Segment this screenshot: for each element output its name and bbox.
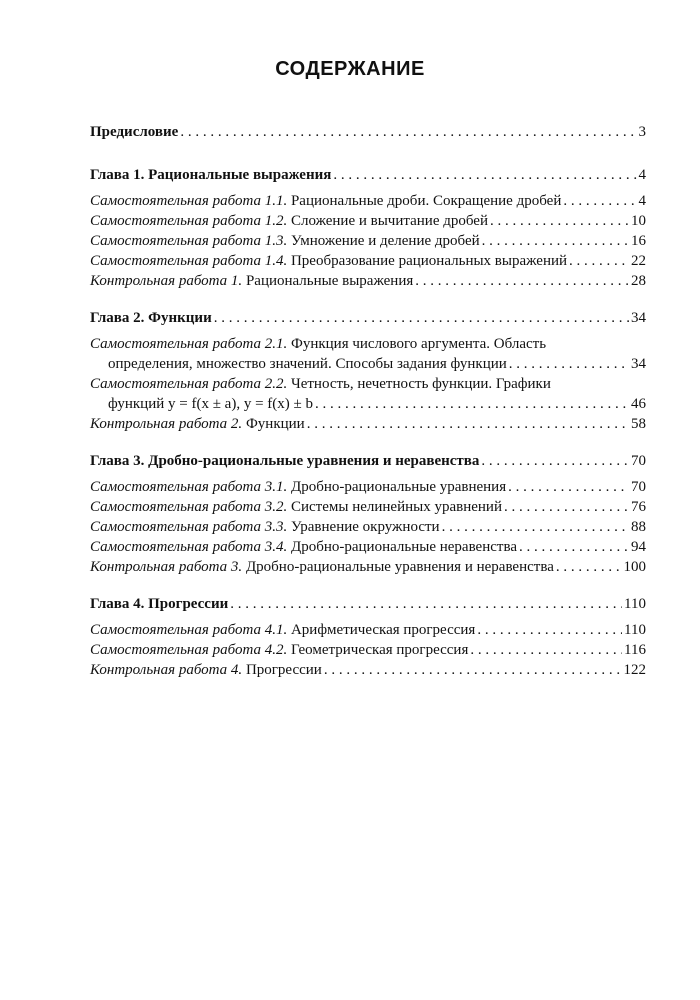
toc-chapter-1 [90, 165, 646, 291]
toc-page-number: 94 [631, 539, 646, 555]
work-title: Прогрессии [245, 662, 322, 678]
toc-line[interactable] [90, 660, 646, 680]
work-number: Самостоятельная работа 3.2. [90, 499, 288, 515]
work-number: Самостоятельная работа 1.1. [90, 193, 288, 209]
toc-line[interactable] [90, 497, 646, 517]
toc-line[interactable] [90, 271, 646, 291]
work-number: Самостоятельная работа 3.1. [90, 479, 288, 495]
work-title: Уравнение окружности [290, 519, 440, 535]
toc-line[interactable] [90, 414, 646, 434]
work-title: Дробно-рациональные неравенства [290, 539, 518, 555]
toc-chapter-4 [90, 594, 646, 680]
work-number: Самостоятельная работа 1.3. [90, 233, 288, 249]
toc-page-number: 110 [624, 622, 646, 638]
work-number: Самостоятельная работа 1.4. [90, 253, 288, 269]
work-title: Системы нелинейных уравнений [290, 499, 502, 515]
toc-page-number: 88 [631, 519, 646, 535]
leader-dots [508, 477, 629, 497]
toc-line[interactable] [90, 334, 646, 354]
work-title: Умножение и деление дробей [290, 233, 480, 249]
leader-dots [470, 640, 622, 660]
toc-page-number: 28 [631, 273, 646, 289]
work-number: Контрольная работа 2. [90, 416, 243, 432]
work-title-continued: функций y = f(x ± a), y = f(x) ± b [108, 396, 314, 412]
toc-page-number: 16 [631, 233, 646, 249]
toc-line-continuation[interactable] [90, 394, 646, 414]
toc-page-number: 70 [631, 453, 646, 469]
toc-line[interactable] [90, 517, 646, 537]
leader-dots [481, 451, 629, 471]
page-title: СОДЕРЖАНИЕ [275, 58, 425, 80]
work-title: Функция числового аргумента. Область [290, 336, 547, 352]
toc-chapter-2 [90, 308, 646, 434]
toc-line[interactable] [90, 537, 646, 557]
toc-line[interactable] [90, 191, 646, 211]
toc-page-number: 100 [623, 559, 646, 575]
work-title: Функции [245, 416, 305, 432]
leader-dots [490, 211, 629, 231]
leader-dots [230, 594, 622, 614]
work-title: Рациональные выражения [245, 273, 414, 289]
toc-page-number: 76 [631, 499, 646, 515]
toc-page-number: 110 [624, 596, 646, 612]
leader-dots [442, 517, 629, 537]
work-number: Самостоятельная работа 4.1. [90, 622, 288, 638]
toc-page-number: 34 [631, 356, 646, 372]
chapter-title: Глава 3. Дробно-рациональные уравнения и неравенства [90, 453, 480, 469]
leader-dots [307, 414, 629, 434]
leader-dots [556, 557, 622, 577]
leader-dots [569, 251, 629, 271]
toc-page-number: 22 [631, 253, 646, 269]
toc-line[interactable] [90, 557, 646, 577]
leader-dots [504, 497, 629, 517]
toc-preface-label: Предисловие [90, 124, 179, 140]
leader-dots [333, 165, 636, 185]
toc-page-number: 3 [638, 124, 646, 140]
toc-line[interactable] [90, 231, 646, 251]
toc-line[interactable] [90, 211, 646, 231]
chapter-title: Глава 2. Функции [90, 310, 212, 326]
leader-dots [315, 394, 629, 414]
work-title: Дробно-рациональные уравнения и неравенства [245, 559, 554, 575]
leader-dots [324, 660, 622, 680]
work-number: Контрольная работа 1. [90, 273, 243, 289]
work-title: Преобразование рациональных выражений [290, 253, 568, 269]
work-title: Дробно-рациональные уравнения [290, 479, 507, 495]
toc-page-number: 70 [631, 479, 646, 495]
work-number: Самостоятельная работа 3.3. [90, 519, 288, 535]
toc-line[interactable] [90, 165, 646, 185]
toc-line[interactable] [90, 251, 646, 271]
toc-page-number: 34 [631, 310, 646, 326]
toc-line[interactable] [90, 594, 646, 614]
work-number: Контрольная работа 3. [90, 559, 243, 575]
work-title-continued: определения, множество значений. Способы задания функции [108, 356, 507, 372]
toc-preface [90, 122, 646, 142]
toc-line[interactable] [90, 374, 646, 394]
work-number: Самостоятельная работа 2.2. [90, 376, 288, 392]
toc-line[interactable] [90, 620, 646, 640]
toc-page-number: 116 [624, 642, 646, 658]
toc-page-number: 58 [631, 416, 646, 432]
toc-page-number: 122 [623, 662, 646, 678]
toc-line[interactable] [90, 122, 646, 142]
work-title: Сложение и вычитание дробей [290, 213, 488, 229]
leader-dots [477, 620, 622, 640]
toc-chapter-3 [90, 451, 646, 577]
toc-page-number: 4 [638, 167, 646, 183]
work-number: Самостоятельная работа 1.2. [90, 213, 288, 229]
leader-dots [180, 122, 636, 142]
toc-page-number: 46 [631, 396, 646, 412]
leader-dots [415, 271, 629, 291]
toc-page-number: 4 [638, 193, 646, 209]
chapter-title: Глава 4. Прогрессии [90, 596, 229, 612]
work-title: Арифметическая прогрессия [290, 622, 476, 638]
work-title: Четность, нечетность функции. Графики [290, 376, 551, 392]
table-of-contents [90, 122, 646, 697]
leader-dots [482, 231, 629, 251]
toc-page-number: 10 [631, 213, 646, 229]
work-title: Геометрическая прогрессия [290, 642, 469, 658]
toc-line[interactable] [90, 451, 646, 471]
work-number: Контрольная работа 4. [90, 662, 243, 678]
leader-dots [214, 308, 629, 328]
chapter-title: Глава 1. Рациональные выражения [90, 167, 332, 183]
work-number: Самостоятельная работа 4.2. [90, 642, 288, 658]
toc-line[interactable] [90, 477, 646, 497]
work-number: Самостоятельная работа 2.1. [90, 336, 288, 352]
leader-dots [563, 191, 636, 211]
leader-dots [509, 354, 629, 374]
toc-line-continuation[interactable] [90, 354, 646, 374]
work-number: Самостоятельная работа 3.4. [90, 539, 288, 555]
toc-line[interactable] [90, 308, 646, 328]
toc-line[interactable] [90, 640, 646, 660]
leader-dots [519, 537, 629, 557]
work-title: Рациональные дроби. Сокращение дробей [290, 193, 562, 209]
